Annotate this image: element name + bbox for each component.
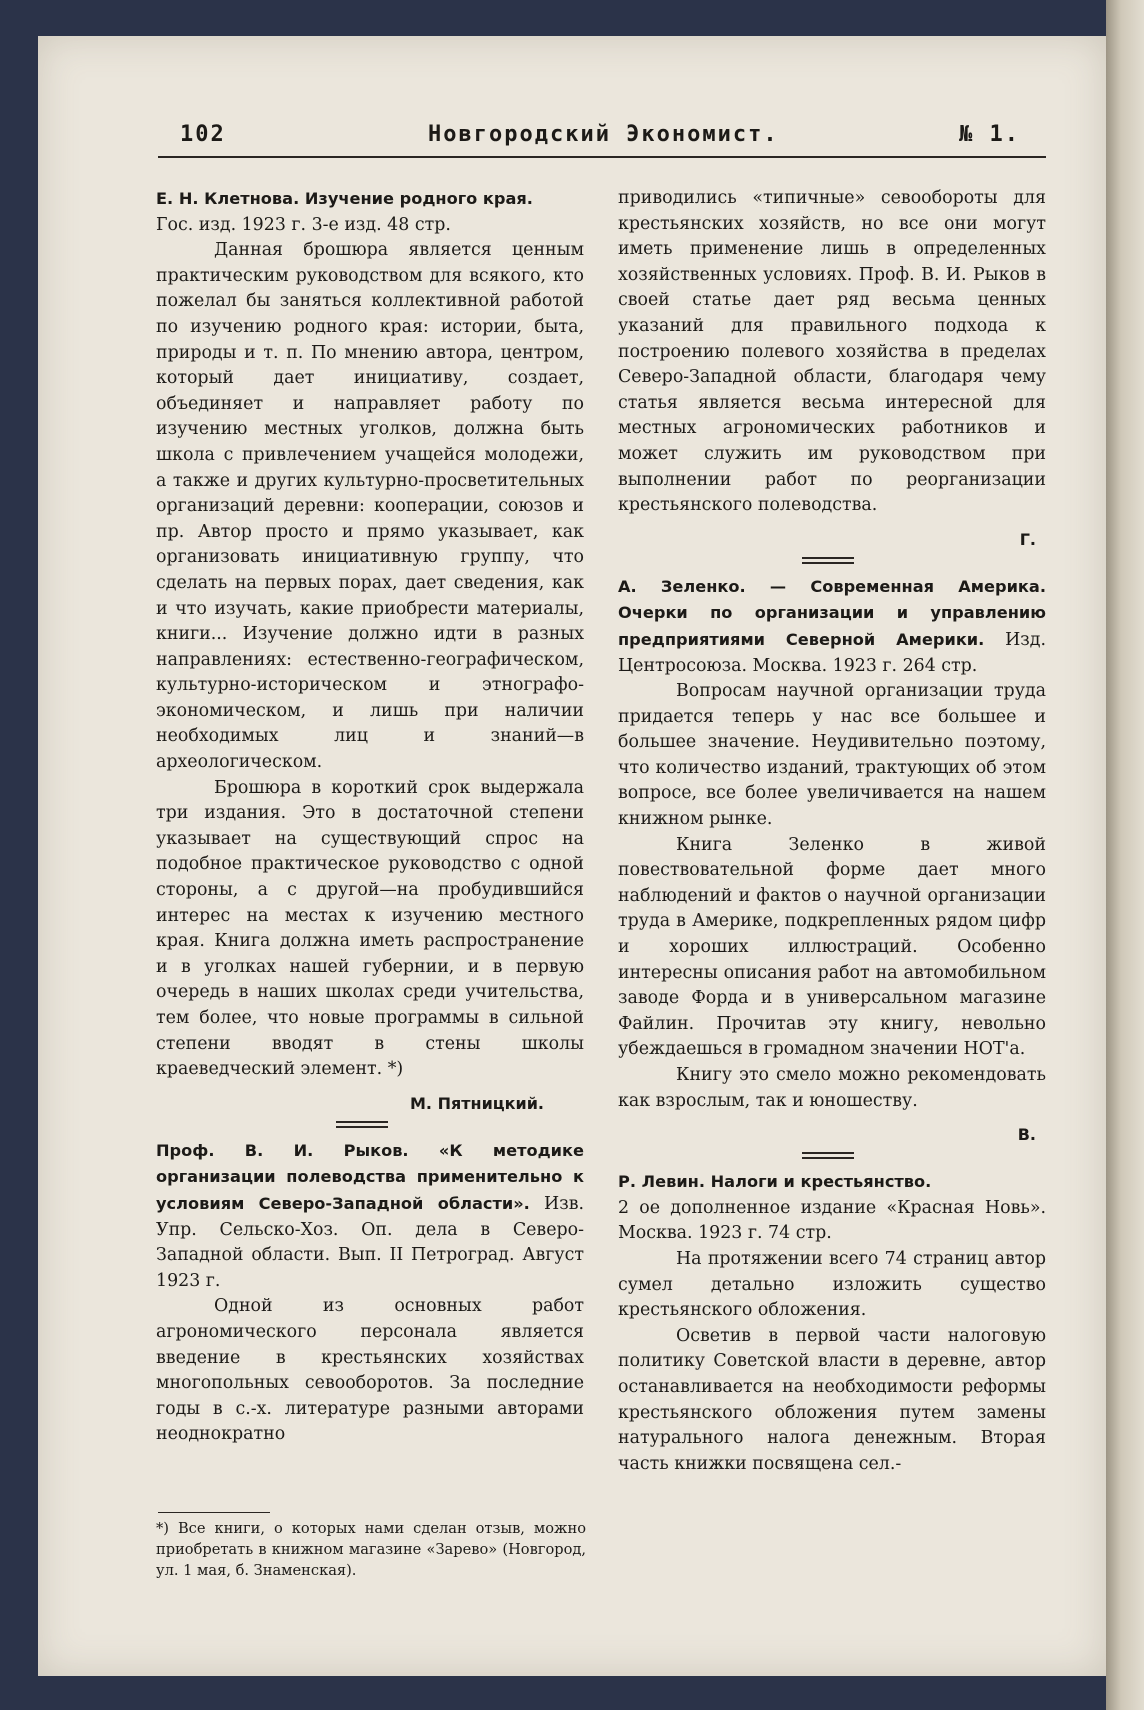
review-publication: Изв. Упр. Сельско-Хоз. Оп. дела в Северо-Западной области. Вып. II Петроград. Август 1923 г. [156,1193,585,1291]
issue-number: № 1. [959,122,1020,147]
review-rykov [156,1138,584,1448]
review-paragraph: Книгу это смело можно рекомендовать как взрослым, так и юношеству. [618,1065,1046,1111]
footnote: *) Все книги, о которых нами сделан отзыв, можно приобретать в книжном магазине «Зарево» (Новгород, ул. 1 мая, б. Знаменская). [156,1520,586,1579]
section-separator [336,1121,388,1128]
section-separator [802,1152,854,1159]
review-publication: Изд. Центросоюза. Москва. 1923 г. 264 стр. [618,629,1046,676]
review-title: Проф. В. И. Рыков. «К методике организации полеводства применительно к условиям Северо-Западной области». [156,1140,584,1213]
page-number: 102 [180,122,226,147]
running-header [140,122,1040,156]
footnote-rule [158,1512,270,1513]
review-paragraph: Брошюра в короткий срок выдержала три издания. Это в достаточной степени указывает на существующий спрос на подобное практическое руководство с одной стороны, а с другой—на пробудившийся интерес на местах к изучению местного края. Книга должна иметь распространение и в уголках нашей губернии, и в первую очередь в наших школах среди учительства, тем более, что новые программы в сильной степени вводят в стены школы краеведческий элемент. *) [156,777,584,1080]
review-paragraph: Вопросам научной организации труда придается теперь у нас все большее и большее значение. Неудивительно поэтому, что количество изданий, трактующих об этом вопросе, все более увеличивается на нашем книжном рынке. [618,681,1046,830]
review-rykov-continued [618,186,1046,553]
review-signature: Г. [1019,529,1036,549]
review-zelenko [618,574,1046,1148]
review-kletnova [156,186,584,1117]
review-paragraph: На протяжении всего 74 страниц автор сумел детально изложить существо крестьянского обложения. [618,1248,1046,1321]
review-publication: 2 ое дополненное издание «Красная Новь». Москва. 1923 г. 74 стр. [618,1197,1046,1244]
review-paragraph: Одной из основных работ агрономического персонала является введение в крестьянских хозяйствах многопольных севооборотов. За последние годы в с.-х. литературе разными авторами неоднократно [156,1296,584,1445]
review-paragraph: Книга Зеленко в живой повествовательной форме дает много наблюдений и фактов о научной организации труда в Америке, подкрепленных рядом цифр и хороших иллюстраций. Особенно интересны описания работ на автомобильном заводе Форда и в универсальном магазине Файлин. Прочитав эту книгу, невольно убеждаешься в громадном значении НОТ'а. [618,834,1046,1060]
section-separator [802,557,854,564]
review-levin [618,1169,1046,1477]
review-title: А. Зеленко. — Современная Америка. Очерки по организации и управлению предприятиями Северной Америки. [618,576,1046,649]
review-paragraph: Осветив в первой части налоговую политику Советской власти в деревне, автор останавливается на необходимости реформы крестьянского обложения путем замены натурального налога денежным. Вторая часть книжки посвящена сел.- [618,1325,1046,1474]
review-paragraph: Данная брошюра является ценным практическим руководством для всякого, кто пожелал бы заняться коллективной работой по изучению родного края: истории, быта, природы и т. п. По мнению автора, центром, который дает инициативу, создает, объединяет и направляет работу по изучению местных уголков, должна быть школа с привлечением учащейся молодежи, а также и других культурно-просветительных организаций деревни: кооперации, союзов и пр. Автор просто и прямо указывает, как организовать инициативную группу, что сделать на первых порах, дает сведения, как и что изучать, какие приобрести материалы, книги... Изучение должно идти в разных направлениях: естественно-географическом, культурно-историческом и этнографо-экономическом, и лишь при наличии необходимых лиц и знаний—в археологическом. [156,240,584,773]
review-title: Р. Левин. Налоги и крестьянство. [618,1172,932,1192]
review-paragraph: приводились «типичные» севообороты для крестьянских хозяйств, но все они могут иметь применение лишь в определенных хозяйственных условиях. Проф. В. И. Рыков в своей статье дает ряд весьма ценных указаний для правильного подхода к построению полевого хозяйства в пределах Северо-Западной области, благодаря чему статья является весьма интересной для местных агрономических работников и может служить им руководством при выполнении работ по реорганизации крестьянского полеводства. [618,188,1046,516]
journal-title: Новгородский Экономист. [428,122,779,147]
right-column [618,186,1046,1477]
header-rule [158,156,1046,158]
left-column [156,186,584,1448]
review-signature: В. [1017,1125,1036,1145]
review-publication: Гос. изд. 1923 г. 3-е изд. 48 стр. [156,214,451,235]
review-title: Е. Н. Клетнова. Изучение родного края. [156,189,533,208]
next-page-edge [1106,0,1144,1710]
review-signature: М. Пятницкий. [410,1093,544,1113]
